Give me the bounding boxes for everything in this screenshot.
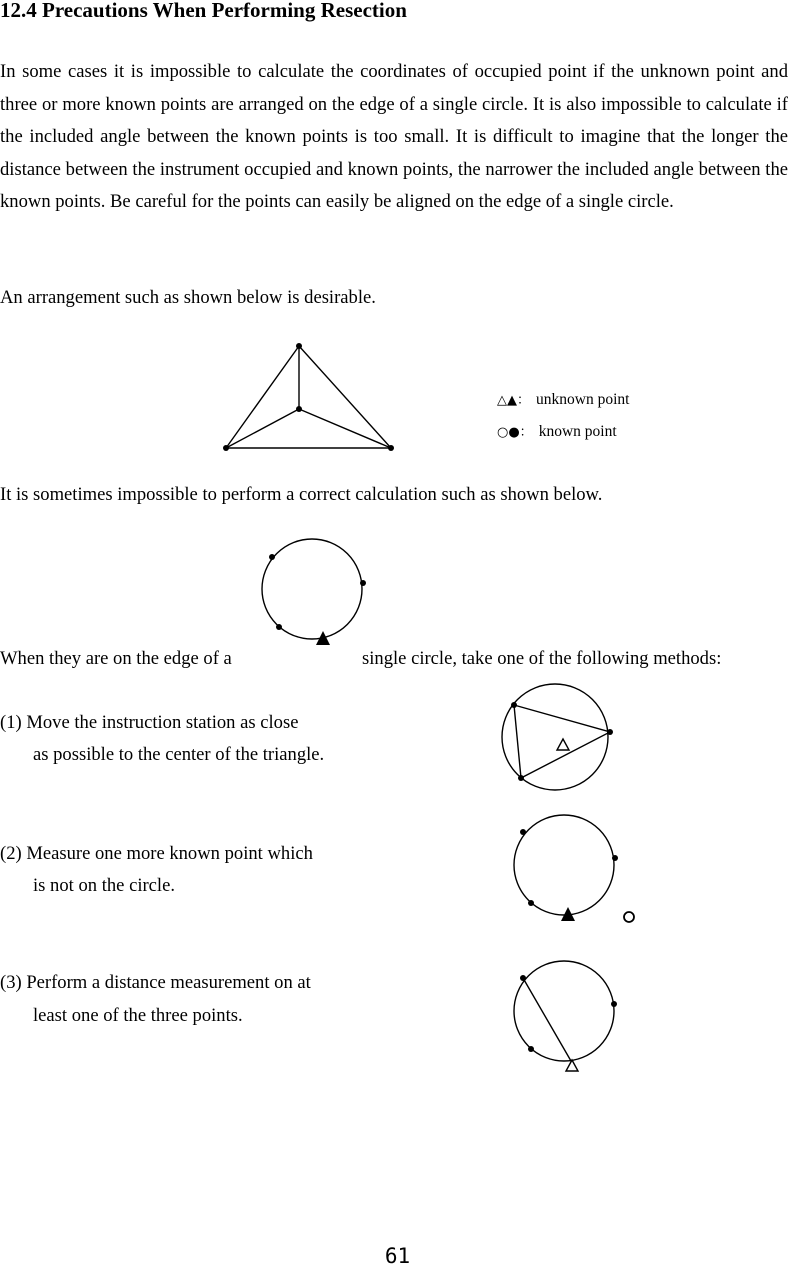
desirable-text: An arrangement such as shown below is desirable. (0, 287, 376, 308)
section-title: 12.4 Precautions When Performing Resection (0, 0, 407, 22)
page-number: 61 (384, 1244, 411, 1268)
unknown-point-symbol: △▲： (497, 393, 530, 408)
method3-line1: (3) Perform a distance measurement on at (0, 972, 311, 993)
method2-line2: is not on the circle. (33, 875, 175, 896)
circle-text-left: When they are on the edge of a (0, 648, 232, 669)
impossible-text: It is sometimes impossible to perform a correct calculation such as shown below. (0, 484, 603, 505)
known-point-symbol: ○●： (497, 425, 533, 440)
unknown-point-label: unknown point (536, 391, 630, 408)
method2-line1: (2) Measure one more known point which (0, 843, 313, 864)
circle-text-right: single circle, take one of the following methods: (362, 648, 722, 669)
method1-line1: (1) Move the instruction station as close (0, 712, 299, 733)
method1-line2: as possible to the center of the triangle. (33, 744, 325, 765)
intro-paragraph: In some cases it is impossible to calculate the coordinates of occupied point if the unknown point and three or more known points are arranged on the edge of a single circle. It is also impossible to calculate if the included angle between the known points is too small. It is difficult to imagine that the longer the distance between the instrument occupied and known points, the narrower the included angle between the known points. Be careful for the points can easily be aligned on the edge of a single circle. (0, 61, 788, 213)
method3-line2: least one of the three points. (33, 1005, 243, 1026)
known-point-label: known point (538, 423, 617, 440)
